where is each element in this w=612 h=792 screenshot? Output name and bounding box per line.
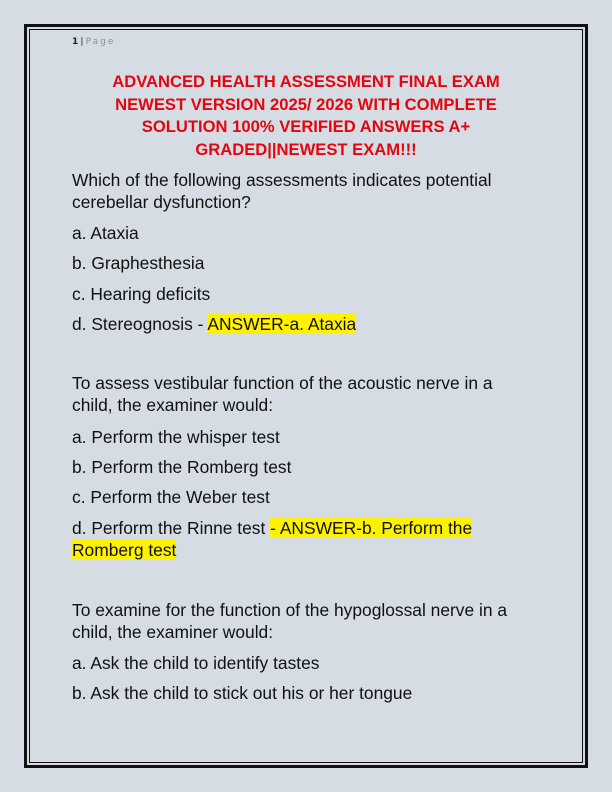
- question-2-stem: To assess vestibular function of the acoustic nerve in a: [72, 373, 493, 393]
- document-title: [60, 71, 552, 161]
- page-header: [72, 36, 115, 48]
- answer-highlight: Romberg test: [72, 540, 177, 560]
- option-text: d. Stereognosis -: [72, 314, 208, 334]
- question-1-stem: Which of the following assessments indicates potential: [72, 170, 492, 190]
- page-number: 1: [72, 37, 79, 47]
- title-line: NEWEST VERSION 2025/ 2026 WITH COMPLETE: [115, 94, 497, 114]
- question-2-option-a: a. Perform the whisper test: [72, 427, 280, 447]
- page-separator: |: [80, 37, 84, 47]
- question-2-answer-continued: [72, 539, 176, 561]
- page-label: Page: [85, 37, 116, 47]
- title-line: SOLUTION 100% VERIFIED ANSWERS A+: [141, 117, 471, 137]
- question-1-option-c: c. Hearing deficits: [72, 284, 211, 304]
- question-2-option-b: b. Perform the Romberg test: [72, 457, 292, 477]
- question-3-stem: To examine for the function of the hypoglossal nerve in a: [72, 600, 508, 620]
- question-2-option-c: c. Perform the Weber test: [72, 487, 270, 507]
- question-3-option-a: a. Ask the child to identify tastes: [72, 653, 320, 673]
- question-3-stem: child, the examiner would:: [72, 622, 274, 642]
- question-3-option-b: b. Ask the child to stick out his or her tongue: [72, 683, 413, 703]
- question-1-option-a: a. Ataxia: [72, 223, 139, 243]
- title-line: GRADED||NEWEST EXAM!!!: [195, 139, 417, 159]
- question-1-option-b: b. Graphesthesia: [72, 253, 205, 273]
- question-2-option-d: [72, 517, 472, 539]
- answer-highlight: ANSWER-a. Ataxia: [207, 314, 357, 334]
- question-2-stem: child, the examiner would:: [72, 395, 274, 415]
- question-1-option-d: [72, 313, 356, 335]
- option-text: d. Perform the Rinne test: [72, 518, 271, 538]
- title-line: ADVANCED HEALTH ASSESSMENT FINAL EXAM: [112, 72, 500, 91]
- answer-highlight: - ANSWER-b. Perform the: [270, 518, 473, 538]
- question-1-stem: cerebellar dysfunction?: [72, 192, 251, 212]
